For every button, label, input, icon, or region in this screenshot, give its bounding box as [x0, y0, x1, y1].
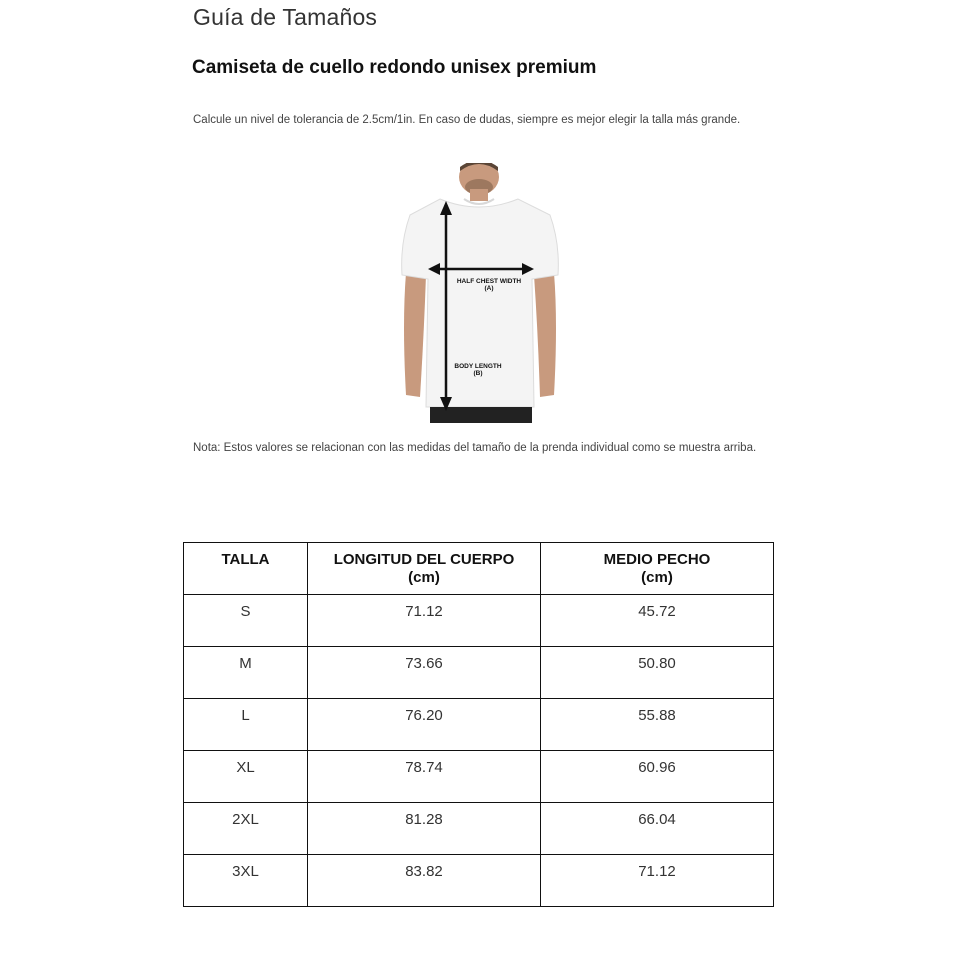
- cell-size: 2XL: [184, 803, 308, 855]
- tolerance-note: Calcule un nivel de tolerancia de 2.5cm/1in. En caso de dudas, siempre es mejor elegir la talla más grande.: [193, 114, 741, 126]
- cell-half-chest: 66.04: [541, 803, 774, 855]
- table-row: [184, 595, 774, 647]
- cell-body-length: 76.20: [308, 699, 541, 751]
- body-length-label: BODY LENGTH: [454, 363, 502, 370]
- table-row: [184, 803, 774, 855]
- cell-size: XL: [184, 751, 308, 803]
- cell-half-chest: 71.12: [541, 855, 774, 907]
- cell-size: M: [184, 647, 308, 699]
- header-body-length: LONGITUD DEL CUERPO (cm): [308, 543, 541, 595]
- cell-body-length: 78.74: [308, 751, 541, 803]
- cell-half-chest: 50.80: [541, 647, 774, 699]
- measurement-note: Nota: Estos valores se relacionan con las medidas del tamaño de la prenda individual como se muestra arriba.: [193, 442, 757, 454]
- body-length-code: (B): [473, 370, 483, 377]
- cell-half-chest: 55.88: [541, 699, 774, 751]
- cell-body-length: 81.28: [308, 803, 541, 855]
- cell-size: S: [184, 595, 308, 647]
- table-row: [184, 855, 774, 907]
- table-row: [184, 751, 774, 803]
- product-title: Camiseta de cuello redondo unisex premium: [192, 57, 597, 78]
- table-row: [184, 647, 774, 699]
- half-chest-label: HALF CHEST WIDTH: [456, 278, 522, 285]
- cell-half-chest: 60.96: [541, 751, 774, 803]
- cell-body-length: 83.82: [308, 855, 541, 907]
- header-talla: TALLA: [184, 543, 308, 595]
- half-chest-code: (A): [484, 285, 494, 292]
- cell-size: 3XL: [184, 855, 308, 907]
- cell-body-length: 73.66: [308, 647, 541, 699]
- cell-half-chest: 45.72: [541, 595, 774, 647]
- header-half-chest: MEDIO PECHO (cm): [541, 543, 774, 595]
- table-header-row: [184, 543, 774, 595]
- size-chart-table: [183, 542, 774, 907]
- cell-body-length: 71.12: [308, 595, 541, 647]
- page-title: Guía de Tamaños: [193, 4, 378, 30]
- tshirt-measurement-figure: [400, 163, 560, 423]
- cell-size: L: [184, 699, 308, 751]
- table-row: [184, 699, 774, 751]
